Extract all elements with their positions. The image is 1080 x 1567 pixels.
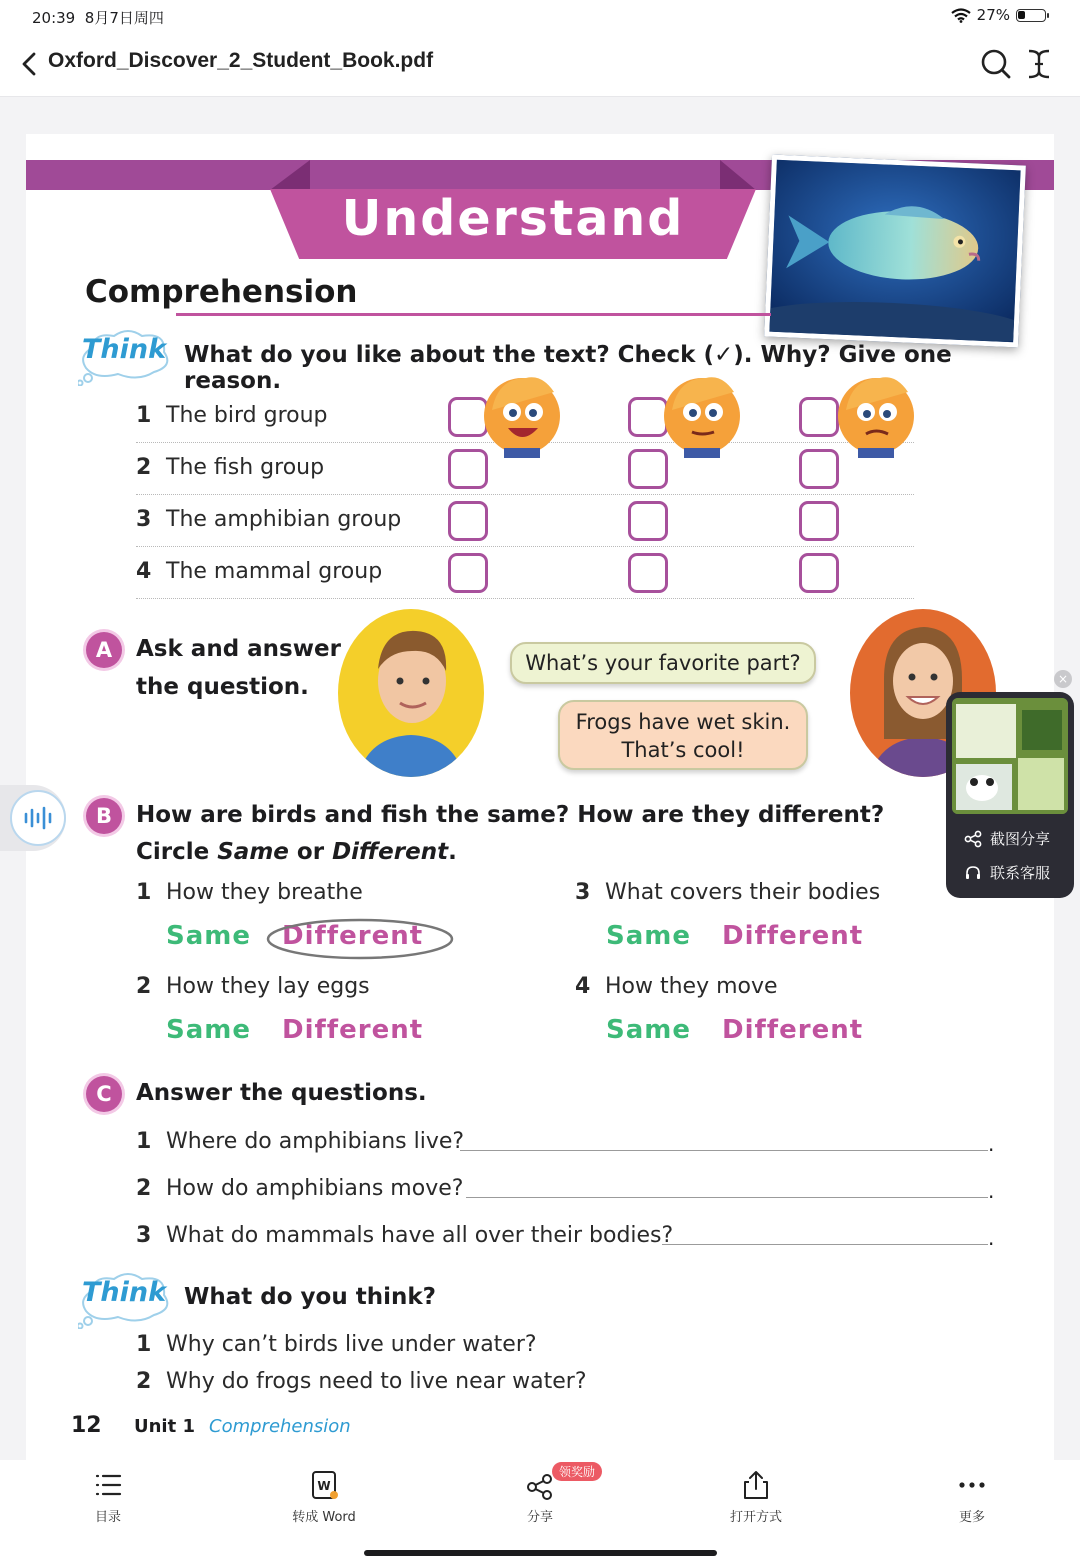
text-cursor-icon[interactable] <box>1026 48 1052 80</box>
period-mark: . <box>988 1226 995 1250</box>
speech-bubble-answer <box>558 700 808 770</box>
item-number: 1 <box>136 1129 152 1154</box>
toc-button[interactable] <box>48 1468 168 1525</box>
floating-share-panel <box>946 692 1074 898</box>
activity-a-line2: the question. <box>136 674 309 700</box>
item-number: 1 <box>136 880 152 905</box>
row-divider <box>136 494 914 495</box>
answer-line[interactable] <box>662 1244 988 1245</box>
battery-percent: 27% <box>976 6 1010 24</box>
screenshot-share-label: 截图分享 <box>990 830 1051 848</box>
bubble-answer-line2: That’s cool! <box>621 738 745 762</box>
item-number: 3 <box>136 507 152 532</box>
activity-a-line1: Ask and answer <box>136 636 341 662</box>
c-question-label: Where do amphibians live? <box>166 1129 465 1154</box>
item-number: 4 <box>575 974 591 999</box>
status-time: 20:39 8月7日周四 <box>32 9 164 27</box>
back-arrow-icon[interactable] <box>18 50 42 78</box>
open-with-label: 打开方式 <box>729 1510 782 1525</box>
same-option[interactable]: Same <box>166 1015 251 1045</box>
activity-badge-b: B <box>86 798 122 834</box>
word-document-icon <box>307 1468 341 1502</box>
audio-wave-icon <box>12 792 64 844</box>
item-number: 3 <box>575 880 591 905</box>
same-option[interactable]: Same <box>166 921 251 951</box>
unhappy-face-icon <box>832 370 920 458</box>
check-item-label: The bird group <box>166 403 328 428</box>
think2-question: What do you think? <box>184 1284 436 1310</box>
toc-label: 目录 <box>94 1510 121 1525</box>
item-number: 3 <box>136 1223 152 1248</box>
happy-face-icon <box>478 370 566 458</box>
answer-line[interactable] <box>460 1150 988 1151</box>
think-label: Think <box>82 334 167 365</box>
status-bar <box>0 0 1080 32</box>
checkbox-amphibian-neutral[interactable] <box>628 501 668 541</box>
item-number: 2 <box>136 974 152 999</box>
parrotfish-photo <box>764 155 1026 348</box>
think-logo <box>78 1271 172 1329</box>
think-logo <box>78 328 172 386</box>
item-number: 1 <box>136 1332 152 1357</box>
banner-fold-right <box>720 160 756 190</box>
c-question-label: What do mammals have all over their bodies? <box>166 1223 674 1248</box>
customer-service-label: 联系客服 <box>990 864 1051 882</box>
checkbox-mammal-unhappy[interactable] <box>799 553 839 593</box>
more-dots-icon <box>955 1468 989 1502</box>
share-label: 分享 <box>526 1510 553 1525</box>
open-with-button[interactable] <box>696 1468 816 1525</box>
pdf-page <box>26 134 1054 1460</box>
neutral-face-icon <box>658 370 746 458</box>
wifi-icon <box>951 8 971 23</box>
item-number: 4 <box>136 559 152 584</box>
same-option[interactable]: Same <box>606 921 691 951</box>
svg-text:W: W <box>317 1479 331 1493</box>
convert-word-label: 转成 Word <box>292 1510 356 1525</box>
b-item-label: What covers their bodies <box>605 880 881 905</box>
item-number: 2 <box>136 1176 152 1201</box>
audio-float-button[interactable] <box>0 785 66 851</box>
activity-c-title: Answer the questions. <box>136 1080 427 1106</box>
boy-photo <box>338 609 484 777</box>
checkbox-amphibian-happy[interactable] <box>448 501 488 541</box>
screenshot-share-button[interactable] <box>964 828 1050 849</box>
battery-icon <box>1016 9 1046 22</box>
circled-answer-mark <box>264 914 458 962</box>
list-icon <box>91 1468 125 1502</box>
different-option[interactable]: Different <box>722 1015 864 1045</box>
unit-label: Unit 1 <box>134 1416 195 1437</box>
search-icon[interactable] <box>980 48 1012 80</box>
document-header <box>0 32 1080 97</box>
checkbox-amphibian-unhappy[interactable] <box>799 501 839 541</box>
different-option[interactable]: Different <box>282 921 424 951</box>
more-button[interactable] <box>912 1468 1032 1525</box>
same-option[interactable]: Same <box>606 1015 691 1045</box>
item-number: 1 <box>136 403 152 428</box>
audio-button-inner <box>10 790 66 846</box>
period-mark: . <box>988 1179 995 1203</box>
page-title: Understand <box>341 190 685 247</box>
bubble-question-text: What’s your favorite part? <box>525 651 801 675</box>
checkbox-mammal-neutral[interactable] <box>628 553 668 593</box>
b-item-label: How they move <box>605 974 778 999</box>
footer-section-label: Comprehension <box>209 1416 351 1437</box>
activity-badge-a: A <box>86 632 122 668</box>
more-label: 更多 <box>958 1510 985 1525</box>
b-item-label: How they breathe <box>166 880 363 905</box>
different-option[interactable]: Different <box>282 1015 424 1045</box>
check-item-label: The fish group <box>166 455 325 480</box>
item-number: 2 <box>136 1369 152 1394</box>
document-title: Oxford_Discover_2_Student_Book.pdf <box>48 49 434 72</box>
think2-item-label: Why can’t birds live under water? <box>166 1332 537 1357</box>
b-item-label: How they lay eggs <box>166 974 370 999</box>
think-label: Think <box>82 1277 167 1308</box>
customer-service-button[interactable] <box>964 862 1050 883</box>
section-underline <box>176 313 771 316</box>
activity-b-line2: Circle Same or Different. <box>136 839 457 865</box>
bubble-answer-line1: Frogs have wet skin. <box>575 710 791 734</box>
share-icon <box>964 830 982 848</box>
check-item-label: The mammal group <box>166 559 383 584</box>
checkbox-mammal-happy[interactable] <box>448 553 488 593</box>
home-indicator[interactable] <box>364 1550 717 1556</box>
reward-badge: 领奖励 <box>552 1462 602 1481</box>
convert-word-button[interactable] <box>264 1468 384 1525</box>
page-number: 12 <box>71 1413 102 1438</box>
activity-b-line1: How are birds and fish the same? How are they different? <box>136 802 885 828</box>
different-option[interactable]: Different <box>722 921 864 951</box>
c-question-label: How do amphibians move? <box>166 1176 464 1201</box>
banner-fold-left <box>270 160 310 190</box>
row-divider <box>136 546 914 547</box>
upload-icon <box>739 1468 773 1502</box>
answer-line[interactable] <box>466 1197 988 1198</box>
headset-icon <box>964 864 982 882</box>
check-item-label: The amphibian group <box>166 507 402 532</box>
think2-item-label: Why do frogs need to live near water? <box>166 1369 587 1394</box>
think1-question: What do you like about the text? Check (✓). Why? Give one reason. <box>184 342 952 394</box>
page-thumbnail[interactable] <box>952 698 1068 814</box>
activity-badge-c: C <box>86 1076 122 1112</box>
period-mark: . <box>988 1132 995 1156</box>
item-number: 2 <box>136 455 152 480</box>
speech-bubble-question <box>510 642 816 684</box>
section-title: Comprehension <box>85 274 358 310</box>
row-divider <box>136 598 914 599</box>
float-panel-close-button[interactable]: × <box>1054 670 1072 688</box>
